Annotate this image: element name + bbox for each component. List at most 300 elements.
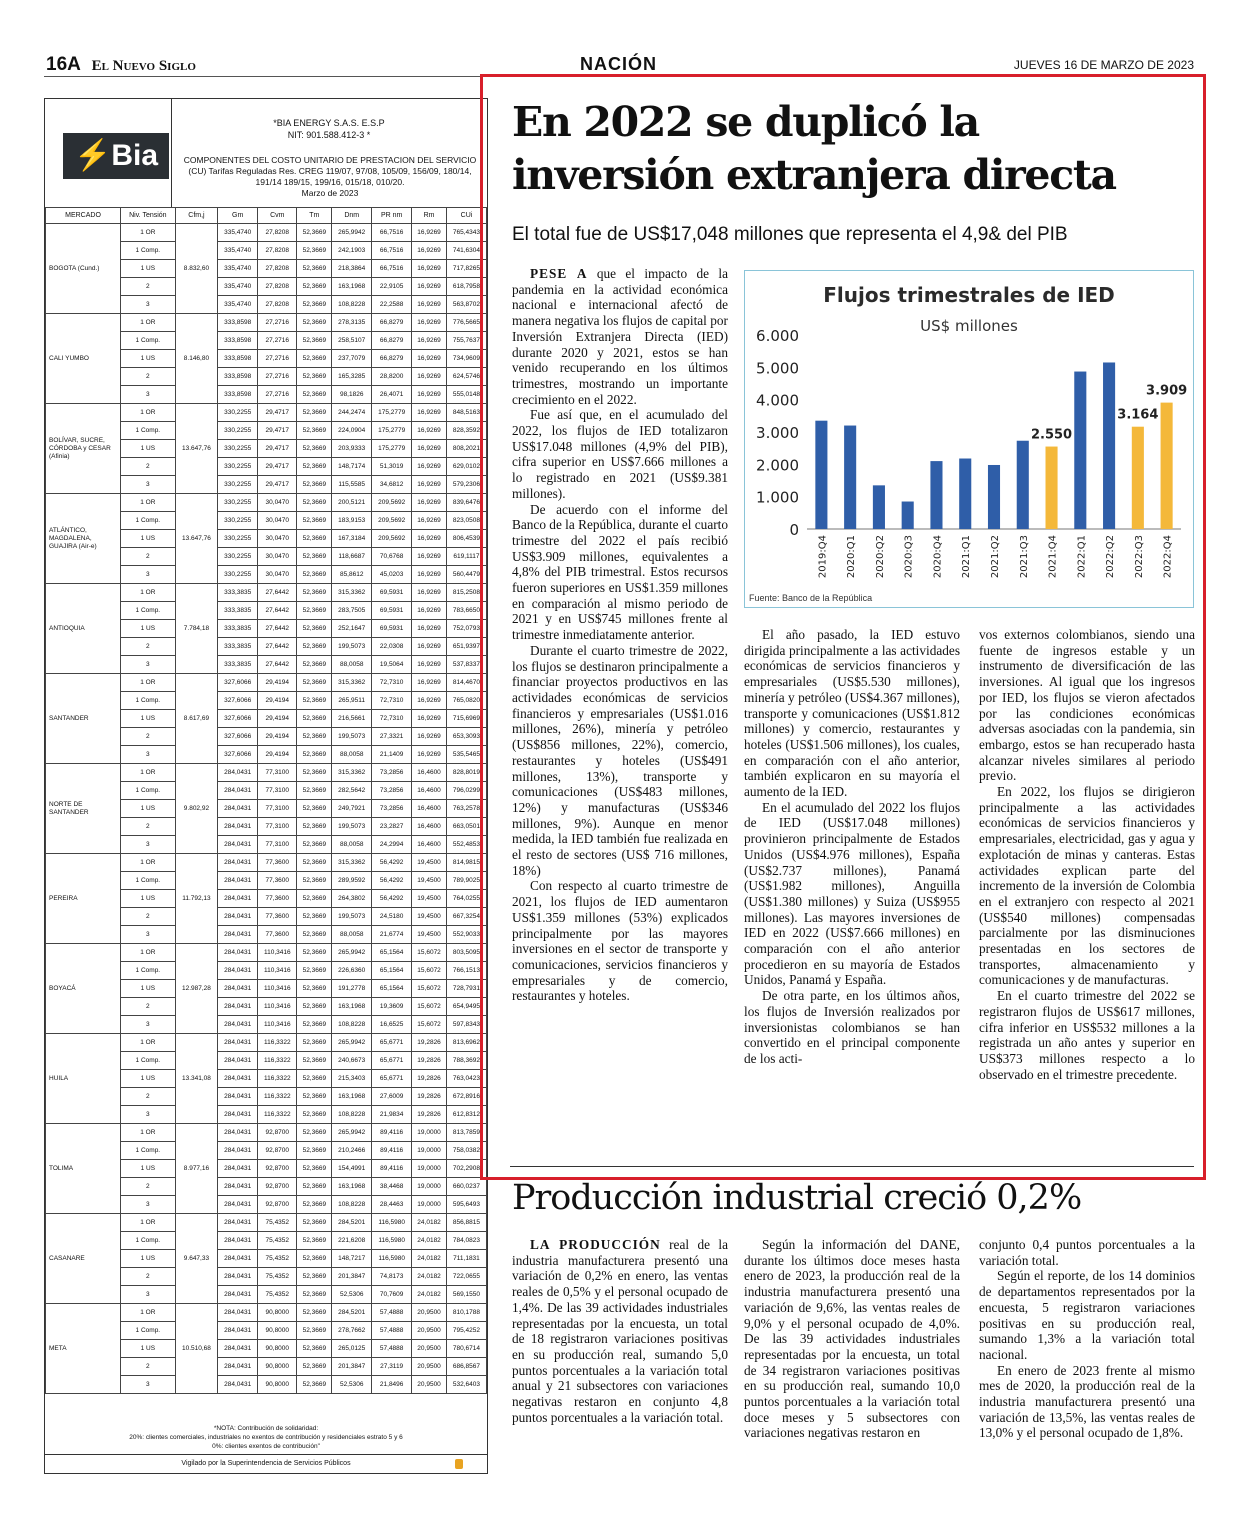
table-cell: 73,2856 xyxy=(372,782,412,800)
table-cell: 660,0237 xyxy=(446,1178,486,1196)
paragraph: En enero de 2023 frente al mismo mes de 2020, la producción real de la industria manufacturera presentó una variación de 13,5%, las ventas reales de 13,0% y el personal ocupado de 1,8%. xyxy=(979,1362,1195,1441)
footer-text: Vigilado por la Superintendencia de Servicios Públicos xyxy=(181,1460,351,1467)
bar xyxy=(1017,441,1029,529)
table-cell: 20,9500 xyxy=(412,1322,447,1340)
table-cell: 77,3600 xyxy=(258,908,297,926)
table-cell: 16,9269 xyxy=(412,278,447,296)
table-cell: 19,2826 xyxy=(412,1106,447,1124)
table-cell: 118,6687 xyxy=(332,548,372,566)
table-cell: 15,6072 xyxy=(412,962,447,980)
table-cell: 75,4352 xyxy=(258,1268,297,1286)
table-cell: 52,3669 xyxy=(297,1268,332,1286)
table-cell: 16,4600 xyxy=(412,764,447,782)
table-cell: 330,2255 xyxy=(218,458,258,476)
newspaper-name: El Nuevo Siglo xyxy=(91,58,196,74)
table-cell: 110,3416 xyxy=(258,1016,297,1034)
voltage-level: 1 Comp. xyxy=(121,1052,176,1070)
table-cell: 240,6673 xyxy=(332,1052,372,1070)
table-cell: 258,5107 xyxy=(332,332,372,350)
table-cell: 52,3669 xyxy=(297,548,332,566)
table-cell: 284,0431 xyxy=(218,800,258,818)
table-cell: 65,6771 xyxy=(372,1070,412,1088)
voltage-level: 1 Comp. xyxy=(121,1142,176,1160)
table-cell: 284,0431 xyxy=(218,1178,258,1196)
column-header: Niv. Tensión xyxy=(121,208,176,224)
table-cell: 89,4116 xyxy=(372,1142,412,1160)
table-cell: 629,0102 xyxy=(446,458,486,476)
cfm-value: 9.647,33 xyxy=(175,1214,218,1304)
table-cell: 27,8208 xyxy=(258,278,297,296)
table-cell: 619,1117 xyxy=(446,548,486,566)
table-cell: 284,0431 xyxy=(218,1304,258,1322)
table-cell: 218,3864 xyxy=(332,260,372,278)
table-cell: 116,3322 xyxy=(258,1106,297,1124)
table-cell: 16,4600 xyxy=(412,818,447,836)
table-cell: 16,9269 xyxy=(412,602,447,620)
table-cell: 30,0470 xyxy=(258,548,297,566)
table-cell: 796,0299 xyxy=(446,782,486,800)
table-cell: 284,0431 xyxy=(218,1232,258,1250)
table-cell: 92,8700 xyxy=(258,1160,297,1178)
table-cell: 27,6442 xyxy=(258,584,297,602)
table-cell: 284,0431 xyxy=(218,1340,258,1358)
voltage-level: 2 xyxy=(121,638,176,656)
market-name: CALI YUMBO xyxy=(46,314,121,404)
table-cell: 52,3669 xyxy=(297,1232,332,1250)
table-cell: 52,3669 xyxy=(297,692,332,710)
table-cell: 74,8173 xyxy=(372,1268,412,1286)
voltage-level: 1 US xyxy=(121,1250,176,1268)
article-separator xyxy=(510,1166,1194,1167)
table-cell: 330,2255 xyxy=(218,404,258,422)
table-cell: 284,0431 xyxy=(218,1286,258,1304)
table-cell: 284,0431 xyxy=(218,1016,258,1034)
table-cell: 30,0470 xyxy=(258,494,297,512)
table-cell: 552,9033 xyxy=(446,926,486,944)
table-cell: 73,2856 xyxy=(372,800,412,818)
table-cell: 52,3669 xyxy=(297,1286,332,1304)
table-cell: 16,9269 xyxy=(412,368,447,386)
bar xyxy=(1074,372,1086,529)
table-cell: 815,2508 xyxy=(446,584,486,602)
table-cell: 16,9269 xyxy=(412,494,447,512)
data-label: 3.164 xyxy=(1117,407,1159,423)
table-cell: 66,8279 xyxy=(372,314,412,332)
table-cell: 52,3669 xyxy=(297,512,332,530)
market-name: NORTE DE SANTANDER xyxy=(46,764,121,854)
table-cell: 16,9269 xyxy=(412,386,447,404)
table-cell: 795,4252 xyxy=(446,1322,486,1340)
x-tick-label: 2022:Q3 xyxy=(1133,535,1145,579)
table-cell: 27,6442 xyxy=(258,656,297,674)
paragraph: Fue así que, en el acumulado del 2022, los flujos de IED totalizaron US$17.048 millones (4,9% del PIB), cifra superior en US$7.666 millones a lo registrado en 2021 (US$9.381 millones). xyxy=(512,407,728,501)
table-cell: 284,0431 xyxy=(218,1034,258,1052)
table-cell: 51,3019 xyxy=(372,458,412,476)
table-cell: 52,3669 xyxy=(297,656,332,674)
table-cell: 16,9269 xyxy=(412,242,447,260)
table-cell: 20,9500 xyxy=(412,1376,447,1394)
table-row xyxy=(46,584,487,602)
column-header: Cfm,j xyxy=(175,208,218,224)
table-cell: 90,8000 xyxy=(258,1376,297,1394)
table-cell: 813,7859 xyxy=(446,1124,486,1142)
table-cell: 765,0820 xyxy=(446,692,486,710)
table-cell: 52,3669 xyxy=(297,908,332,926)
voltage-level: 2 xyxy=(121,998,176,1016)
table-cell: 92,8700 xyxy=(258,1142,297,1160)
table-cell: 23,2827 xyxy=(372,818,412,836)
table-cell: 201,3847 xyxy=(332,1358,372,1376)
table-cell: 265,9942 xyxy=(332,224,372,242)
table-cell: 56,4292 xyxy=(372,854,412,872)
tariff-advertisement xyxy=(44,98,488,1474)
voltage-level: 1 Comp. xyxy=(121,332,176,350)
table-cell: 284,0431 xyxy=(218,1358,258,1376)
table-cell: 612,8312 xyxy=(446,1106,486,1124)
market-name: HUILA xyxy=(46,1034,121,1124)
voltage-level: 2 xyxy=(121,908,176,926)
table-cell: 327,6066 xyxy=(218,746,258,764)
table-cell: 265,9511 xyxy=(332,692,372,710)
voltage-level: 1 US xyxy=(121,1340,176,1358)
table-cell: 52,3669 xyxy=(297,728,332,746)
paragraph: vos externos colombianos, siendo una fuente de ingresos estable y un instrumento de diversificación de las inversiones. Al igual que los ingresos por IED, los flujos se vieron afectados por las condiciones económicas adversas asociadas con la pandemia, sin embargo, estos se han recuperado hasta alcanzar niveles similares al periodo previo. xyxy=(979,627,1195,784)
table-cell: 765,4343 xyxy=(446,224,486,242)
table-cell: 717,8265 xyxy=(446,260,486,278)
paragraph: conjunto 0,4 puntos porcentuales a la variación total. xyxy=(979,1237,1195,1268)
table-cell: 672,8916 xyxy=(446,1088,486,1106)
table-cell: 284,0431 xyxy=(218,1322,258,1340)
table-cell: 21,6774 xyxy=(372,926,412,944)
table-cell: 618,7958 xyxy=(446,278,486,296)
table-cell: 16,9269 xyxy=(412,548,447,566)
table-cell: 686,8567 xyxy=(446,1358,486,1376)
table-cell: 38,4468 xyxy=(372,1178,412,1196)
bar xyxy=(1103,362,1115,529)
table-cell: 73,2856 xyxy=(372,764,412,782)
voltage-level: 3 xyxy=(121,1196,176,1214)
table-cell: 315,3362 xyxy=(332,674,372,692)
column-header: Rm xyxy=(412,208,447,224)
table-cell: 52,3669 xyxy=(297,890,332,908)
market-name: BOYACÁ xyxy=(46,944,121,1034)
voltage-level: 1 Comp. xyxy=(121,782,176,800)
table-cell: 783,6650 xyxy=(446,602,486,620)
voltage-level: 2 xyxy=(121,368,176,386)
table-cell: 72,7310 xyxy=(372,710,412,728)
table-cell: 108,8228 xyxy=(332,1016,372,1034)
voltage-level: 3 xyxy=(121,746,176,764)
table-cell: 16,6525 xyxy=(372,1016,412,1034)
table-cell: 77,3100 xyxy=(258,836,297,854)
voltage-level: 1 Comp. xyxy=(121,242,176,260)
table-cell: 66,7516 xyxy=(372,260,412,278)
table-cell: 848,5163 xyxy=(446,404,486,422)
cfm-value: 13.647,76 xyxy=(175,494,218,584)
voltage-level: 1 OR xyxy=(121,1304,176,1322)
voltage-level: 1 Comp. xyxy=(121,962,176,980)
table-cell: 52,3669 xyxy=(297,1322,332,1340)
table-cell: 284,0431 xyxy=(218,1106,258,1124)
table-cell: 98,1826 xyxy=(332,386,372,404)
table-row xyxy=(46,764,487,782)
table-cell: 199,5073 xyxy=(332,728,372,746)
bar xyxy=(902,502,914,529)
table-cell: 552,4853 xyxy=(446,836,486,854)
table-cell: 284,0431 xyxy=(218,908,258,926)
table-cell: 26,4071 xyxy=(372,386,412,404)
table-cell: 284,0431 xyxy=(218,764,258,782)
voltage-level: 1 OR xyxy=(121,584,176,602)
table-cell: 22,0308 xyxy=(372,638,412,656)
description-text: COMPONENTES DEL COSTO UNITARIO DE PRESTACION DEL SERVICIO (CU) Tarifas Reguladas Res. CREG 119/07, 97/08, 105/09, 156/09, 180/14, 191/14 189/15, 199/16, 015/18, 010/20. xyxy=(183,155,477,187)
article-column-1 xyxy=(512,266,728,1004)
table-cell: 284,0431 xyxy=(218,1088,258,1106)
table-cell: 175,2779 xyxy=(372,404,412,422)
article2-column-3 xyxy=(979,1237,1195,1441)
voltage-level: 1 OR xyxy=(121,764,176,782)
table-cell: 595,6493 xyxy=(446,1196,486,1214)
table-cell: 330,2255 xyxy=(218,566,258,584)
table-cell: 148,7217 xyxy=(332,1250,372,1268)
table-cell: 52,3669 xyxy=(297,1196,332,1214)
table-cell: 52,3669 xyxy=(297,350,332,368)
table-cell: 16,4600 xyxy=(412,800,447,818)
table-cell: 52,3669 xyxy=(297,584,332,602)
table-cell: 22,9105 xyxy=(372,278,412,296)
cfm-value: 9.802,92 xyxy=(175,764,218,854)
table-cell: 283,7505 xyxy=(332,602,372,620)
paragraph: En el cuarto trimestre del 2022 se registraron flujos de US$617 millones, cifra inferior en US$532 millones a la registrada un año antes y superior en US$373 millones respecto a lo observado en el trimestre precedente. xyxy=(979,988,1195,1082)
table-cell: 77,3100 xyxy=(258,764,297,782)
ied-chart xyxy=(744,270,1194,608)
table-cell: 52,3669 xyxy=(297,1214,332,1232)
table-cell: 16,9269 xyxy=(412,620,447,638)
table-cell: 70,7609 xyxy=(372,1286,412,1304)
y-tick-label: 3.000 xyxy=(756,424,799,442)
data-label: 2.550 xyxy=(1030,427,1073,443)
table-cell: 16,9269 xyxy=(412,638,447,656)
chart-title: Flujos trimestrales de IED xyxy=(823,283,1115,307)
table-cell: 52,3669 xyxy=(297,332,332,350)
table-cell: 16,9269 xyxy=(412,296,447,314)
y-tick-label: 4.000 xyxy=(756,391,799,410)
table-cell: 19,0000 xyxy=(412,1142,447,1160)
table-cell: 19,4500 xyxy=(412,854,447,872)
table-cell: 242,1903 xyxy=(332,242,372,260)
table-cell: 56,4292 xyxy=(372,890,412,908)
cfm-value: 8.832,60 xyxy=(175,224,218,314)
table-cell: 24,2994 xyxy=(372,836,412,854)
voltage-level: 1 Comp. xyxy=(121,512,176,530)
table-cell: 209,5692 xyxy=(372,512,412,530)
table-cell: 165,3285 xyxy=(332,368,372,386)
table-cell: 284,5201 xyxy=(332,1304,372,1322)
table-cell: 200,5121 xyxy=(332,494,372,512)
voltage-level: 3 xyxy=(121,836,176,854)
bar xyxy=(959,459,971,529)
table-cell: 663,0501 xyxy=(446,818,486,836)
table-cell: 315,3362 xyxy=(332,764,372,782)
table-cell: 19,2826 xyxy=(412,1088,447,1106)
table-cell: 85,8612 xyxy=(332,566,372,584)
table-cell: 856,8815 xyxy=(446,1214,486,1232)
table-cell: 77,3100 xyxy=(258,800,297,818)
table-cell: 52,3669 xyxy=(297,476,332,494)
table-cell: 52,3669 xyxy=(297,440,332,458)
voltage-level: 2 xyxy=(121,1358,176,1376)
voltage-level: 3 xyxy=(121,476,176,494)
table-cell: 19,4500 xyxy=(412,872,447,890)
table-cell: 52,3669 xyxy=(297,242,332,260)
table-cell: 210,2466 xyxy=(332,1142,372,1160)
table-cell: 163,1968 xyxy=(332,1178,372,1196)
table-cell: 734,9609 xyxy=(446,350,486,368)
table-cell: 52,3669 xyxy=(297,1106,332,1124)
table-cell: 252,1647 xyxy=(332,620,372,638)
table-cell: 57,4888 xyxy=(372,1322,412,1340)
table-cell: 224,0904 xyxy=(332,422,372,440)
table-cell: 741,6304 xyxy=(446,242,486,260)
table-row xyxy=(46,1214,487,1232)
table-cell: 335,4740 xyxy=(218,296,258,314)
table-cell: 52,3669 xyxy=(297,386,332,404)
table-cell: 330,2255 xyxy=(218,548,258,566)
table-cell: 264,3802 xyxy=(332,890,372,908)
table-cell: 16,9269 xyxy=(412,530,447,548)
ad-description xyxy=(179,155,481,199)
table-cell: 284,0431 xyxy=(218,998,258,1016)
table-cell: 16,9269 xyxy=(412,260,447,278)
voltage-level: 1 OR xyxy=(121,854,176,872)
table-cell: 16,4600 xyxy=(412,782,447,800)
x-tick-label: 2021:Q4 xyxy=(1047,535,1059,579)
table-cell: 265,9942 xyxy=(332,1124,372,1142)
table-cell: 315,3362 xyxy=(332,584,372,602)
table-cell: 284,0431 xyxy=(218,1196,258,1214)
table-cell: 16,9269 xyxy=(412,656,447,674)
table-cell: 69,5931 xyxy=(372,620,412,638)
table-cell: 66,8279 xyxy=(372,332,412,350)
market-name: ANTIOQUIA xyxy=(46,584,121,674)
table-cell: 19,0000 xyxy=(412,1178,447,1196)
table-cell: 77,3100 xyxy=(258,782,297,800)
table-cell: 52,3669 xyxy=(297,1052,332,1070)
page-header-left xyxy=(46,54,196,76)
table-cell: 116,3322 xyxy=(258,1034,297,1052)
table-row xyxy=(46,314,487,332)
voltage-level: 1 US xyxy=(121,1160,176,1178)
market-name: TOLIMA xyxy=(46,1124,121,1214)
table-cell: 284,0431 xyxy=(218,926,258,944)
x-tick-label: 2020:Q3 xyxy=(903,535,915,579)
table-cell: 333,3835 xyxy=(218,620,258,638)
table-cell: 16,4600 xyxy=(412,836,447,854)
voltage-level: 1 OR xyxy=(121,1124,176,1142)
table-cell: 52,5306 xyxy=(332,1286,372,1304)
voltage-level: 1 Comp. xyxy=(121,1232,176,1250)
table-cell: 199,5073 xyxy=(332,908,372,926)
table-cell: 21,8496 xyxy=(372,1376,412,1394)
table-cell: 52,3669 xyxy=(297,1142,332,1160)
table-cell: 244,2474 xyxy=(332,404,372,422)
voltage-level: 1 Comp. xyxy=(121,422,176,440)
table-cell: 654,9495 xyxy=(446,998,486,1016)
table-cell: 814,9815 xyxy=(446,854,486,872)
table-cell: 284,0431 xyxy=(218,1376,258,1394)
ad-header xyxy=(45,99,487,208)
table-cell: 90,8000 xyxy=(258,1322,297,1340)
table-cell: 333,3835 xyxy=(218,602,258,620)
table-cell: 108,8228 xyxy=(332,1106,372,1124)
table-cell: 75,4352 xyxy=(258,1250,297,1268)
table-cell: 24,0182 xyxy=(412,1250,447,1268)
table-cell: 327,6066 xyxy=(218,692,258,710)
note-line: *NOTA: Contribución de solidaridad: xyxy=(213,1425,319,1432)
table-cell: 289,9592 xyxy=(332,872,372,890)
table-cell: 75,4352 xyxy=(258,1286,297,1304)
table-row xyxy=(46,854,487,872)
table-cell: 333,8598 xyxy=(218,314,258,332)
table-row xyxy=(46,1304,487,1322)
table-cell: 92,8700 xyxy=(258,1196,297,1214)
table-cell: 52,3669 xyxy=(297,224,332,242)
table-cell: 265,9942 xyxy=(332,1034,372,1052)
paragraph: De acuerdo con el informe del Banco de la República, durante el cuarto trimestre del 2022 el país recibió US$3.909 millones, equivalentes a 4,8% del PIB trimestral. Estos recursos fueron superiores en US$1.359 millones en comparación al mismo periodo de 2021 y en US$745 millones frente al trimestre inmediatamente anterior. xyxy=(512,501,728,643)
table-cell: 29,4717 xyxy=(258,458,297,476)
article-column-3 xyxy=(979,627,1195,1082)
voltage-level: 1 OR xyxy=(121,494,176,512)
table-cell: 175,2779 xyxy=(372,440,412,458)
voltage-level: 2 xyxy=(121,728,176,746)
logo-text: Bia xyxy=(111,139,159,172)
table-cell: 16,9269 xyxy=(412,566,447,584)
table-cell: 330,2255 xyxy=(218,512,258,530)
table-cell: 92,8700 xyxy=(258,1178,297,1196)
table-cell: 66,7516 xyxy=(372,224,412,242)
table-cell: 823,0508 xyxy=(446,512,486,530)
paragraph: En 2022, los flujos se dirigieron principalmente a las actividades económicas de servicios financieros y empresariales, electricidad, gas y agua y explotación de minas y canteras. Estas actividades explican parte del incremento de la inversión de Colombia en el extranjero con respecto al 2021 (US$540 millones) compensadas parcialmente por las disminuciones presentadas en los sectores de transportes, almacenamiento y comunicaciones y de manufacturas. xyxy=(979,784,1195,988)
table-cell: 29,4717 xyxy=(258,476,297,494)
table-cell: 284,0431 xyxy=(218,1142,258,1160)
table-cell: 199,5073 xyxy=(332,818,372,836)
lead-in: PESE A xyxy=(530,266,588,281)
table-cell: 52,3669 xyxy=(297,710,332,728)
y-tick-label: 1.000 xyxy=(756,488,799,507)
voltage-level: 2 xyxy=(121,1268,176,1286)
voltage-level: 1 US xyxy=(121,530,176,548)
table-cell: 766,1513 xyxy=(446,962,486,980)
table-cell: 776,5665 xyxy=(446,314,486,332)
table-cell: 537,8337 xyxy=(446,656,486,674)
company-nit: NIT: 901.588.412-3 * xyxy=(287,130,371,140)
table-cell: 52,3669 xyxy=(297,1178,332,1196)
x-tick-label: 2021:Q3 xyxy=(1018,535,1030,579)
table-cell: 19,4500 xyxy=(412,926,447,944)
table-cell: 16,9269 xyxy=(412,422,447,440)
table-cell: 330,2255 xyxy=(218,476,258,494)
table-cell: 29,4717 xyxy=(258,440,297,458)
table-cell: 27,2716 xyxy=(258,386,297,404)
bar xyxy=(1132,427,1144,529)
table-cell: 75,4352 xyxy=(258,1214,297,1232)
table-cell: 15,6072 xyxy=(412,998,447,1016)
table-cell: 16,9269 xyxy=(412,458,447,476)
table-cell: 315,3362 xyxy=(332,854,372,872)
table-cell: 52,3669 xyxy=(297,314,332,332)
table-cell: 16,9269 xyxy=(412,710,447,728)
voltage-level: 2 xyxy=(121,818,176,836)
